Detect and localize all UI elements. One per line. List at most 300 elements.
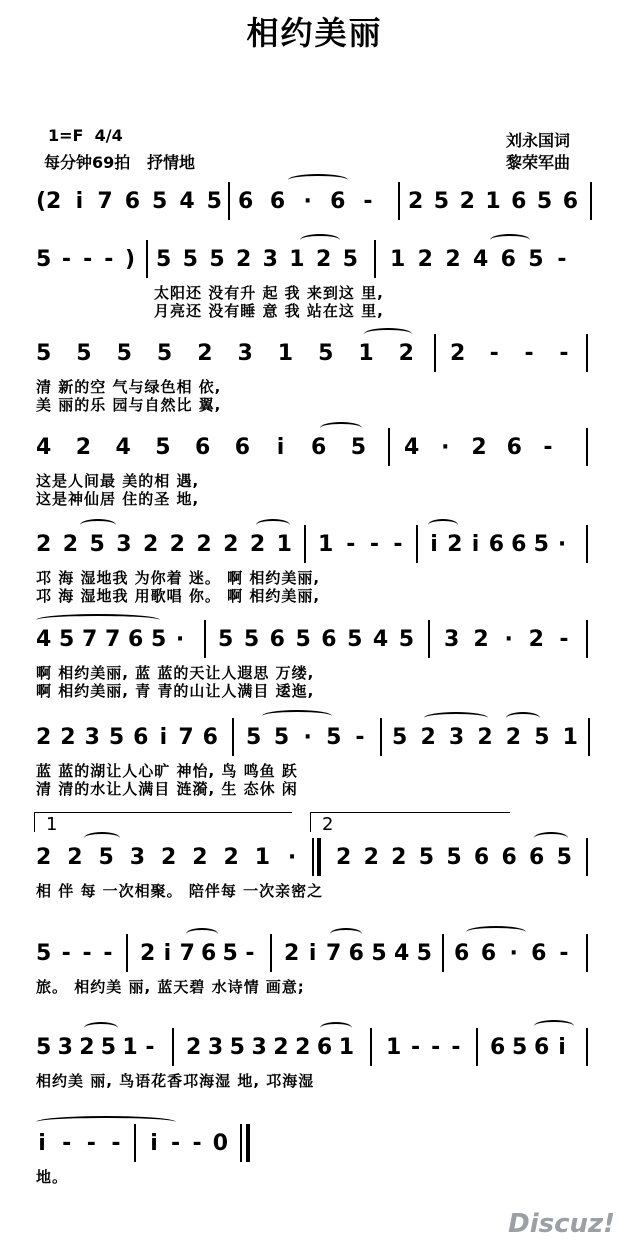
note-token: 6 [473,845,490,870]
note-token: 2 [336,845,352,870]
note-token: ) [124,247,136,272]
note-token: - [489,341,499,366]
barline [590,182,592,220]
volta-1-number: 1 [46,814,58,835]
note-token: 3 [129,845,146,870]
note-token: i [163,941,172,966]
measure [284,934,432,974]
barline [134,1124,136,1162]
barline [588,718,590,756]
note-token: 5 [36,247,52,272]
slur-arc [80,519,116,531]
notation-line [30,428,610,468]
lyric-line-2: 这是神仙居 住的圣 地, [36,490,200,508]
slur-arc [330,928,362,940]
note-token: 5 [536,189,553,214]
note-token: 2 [36,725,52,750]
note-token: i [430,532,438,557]
score-system-2 [30,240,600,320]
note-token: · [504,627,513,652]
note-token: 2 [391,845,407,870]
notation-line [30,182,610,222]
note-token: 1 [390,247,406,272]
measure [392,718,578,758]
note-token: 1 [122,1035,138,1060]
note-token: 2 [223,845,239,870]
note-token: · [287,845,297,870]
note-token: 6 [321,627,337,652]
barline [586,334,588,372]
lyric-line-1: 旅。 相约美 丽, 蓝天碧 水诗情 画意; [36,978,305,996]
note-token: 7 [326,941,342,966]
note-token: 2 [477,725,493,750]
note-token: 2 [408,189,424,214]
note-token: 2 [140,941,156,966]
note-token: 5 [446,845,462,870]
note-token: 2 [447,532,463,557]
note-token: - [363,189,373,214]
notation-line [30,620,610,660]
measure [238,182,374,222]
barline [586,1028,588,1066]
note-token: 2 [62,532,79,557]
score-system-5 [30,525,600,605]
note-token: 3 [116,532,132,557]
barline [586,934,588,972]
note-token: 5 [98,845,114,870]
measure [490,1028,568,1068]
note-token: - [86,1131,96,1156]
note-token: 6 [511,532,527,557]
note-token: 2 [161,845,177,870]
note-token: 5 [433,189,450,214]
slur-arc [320,422,362,434]
note-token: 2 [528,627,544,652]
note-token: 6 [234,435,251,460]
note-token: i [159,725,168,750]
lyricist-credit: 刘永国词 [506,131,571,150]
note-token: - [170,1131,181,1156]
note-token: 2 [398,341,414,366]
note-token: 2 [420,725,436,750]
note-token: 2 [450,341,466,366]
note-token: i [558,1035,566,1060]
note-token: - [393,532,403,557]
note-token: 5 [36,941,52,966]
note-token: 5 [326,725,342,750]
note-token: 1 [289,247,305,272]
barline [146,240,148,278]
note-token: 6 [500,247,516,272]
note-token: 5 [512,1035,528,1060]
note-token: 6 [269,189,286,214]
note-token: 2 [473,627,489,652]
barline [586,428,588,466]
note-token: - [103,941,113,966]
note-token: 5 [392,725,408,750]
note-token: - [61,247,72,272]
note-token: - [245,941,255,966]
lyric-line-1: 这是人间最 美的相 遇, [36,472,200,490]
barline [586,620,588,658]
lyric-line-2: 美 丽的乐 园与自然比 翼, [36,396,222,414]
tempo-marking: 每分钟69拍 抒情地 [44,153,195,172]
note-token: 7 [179,941,195,966]
notation-line [30,838,610,878]
slur-arc [490,234,530,246]
note-token: 2 [75,435,92,460]
barline [586,838,588,876]
tie-arc [534,1020,574,1032]
note-token: · [175,627,185,652]
note-token: · [303,725,312,750]
note-token: - [559,941,569,966]
note-token: - [83,247,93,272]
note-token: 6 [310,435,327,460]
note-token: 2 [445,247,461,272]
note-token: 2 [67,845,83,870]
slur-arc [320,1022,352,1034]
note-token: 2 [79,1035,95,1060]
barline [416,525,418,563]
slur-arc [364,328,412,340]
note-token: 2 [235,247,252,272]
note-token: 1 [276,532,292,557]
note-token: 5 [116,341,132,366]
note-token: - [543,435,553,460]
slur-arc [84,832,120,844]
note-token: 2 [505,725,522,750]
note-token: 5 [398,627,414,652]
score-system-8 [30,838,600,898]
barline [228,182,230,220]
note-token: 6 [490,1035,506,1060]
barline [126,934,128,972]
note-token: 3 [237,341,253,366]
volta-2-bracket [310,812,510,813]
measure [140,934,256,974]
note-token: 5 [36,1035,52,1060]
composer-credit: 黎荣军曲 [506,153,571,172]
note-token: 5 [528,247,544,272]
note-token: 3 [251,1035,267,1060]
lyric-line-1: 太阳还 没有升 起 我 来到这 里, [154,284,384,302]
measure [36,934,114,974]
note-token: 3 [444,627,460,652]
note-token: - [61,941,71,966]
barline [388,428,390,466]
note-token: i [276,435,285,460]
note-token: - [62,1131,72,1156]
note-token: 1 [254,845,271,870]
lyric-line-1: 相 伴 每 一次相聚。 陪伴每 一次亲密之 [36,882,324,900]
measure [450,334,570,374]
lyric-line-1: 邛 海 湿地我 为你着 迷。 啊 相约美丽, [36,569,321,587]
note-token: 6 [562,189,578,214]
score-system-7 [30,718,600,798]
note-token: i [75,189,84,214]
note-token: 7 [105,627,121,652]
notation-line [30,525,610,565]
score-system-1 [30,182,600,242]
barline [398,182,400,220]
note-token: 6 [133,725,149,750]
score-system-3 [30,334,600,414]
note-token: i [471,532,480,557]
barline [172,1028,174,1066]
barline [204,620,206,658]
note-token: 6 [128,627,144,652]
slur-arc [84,1022,118,1034]
volta-1-bracket [34,812,292,813]
note-token: 1 [318,532,334,557]
barline [304,525,306,563]
note-token: 6 [348,941,364,966]
note-token: 2 [249,532,266,557]
barline [428,620,430,658]
note-token: 2 [192,845,208,870]
slur-arc [300,234,340,246]
tie-arc [466,926,526,938]
measure [404,428,554,468]
lyric-line-1: 蓝 蓝的湖让人心旷 神怡, 鸟 鸣鱼 跃 [36,762,298,780]
note-token: 6 [488,532,504,557]
measure [318,525,404,565]
note-token: 2 [273,1035,289,1060]
measure [36,428,366,468]
note-token: - [451,1035,461,1060]
note-token: · [509,941,518,966]
lyric-line-1: 相约美 丽, 鸟语花香邛海湿 地, 邛海湿 [36,1072,315,1090]
slur-arc [534,832,568,844]
measure [390,240,568,280]
note-token: 3 [207,1035,224,1060]
note-token: 5 [347,627,363,652]
volta-2-number: 2 [322,814,334,835]
note-token: 2 [417,247,433,272]
note-token: 5 [222,941,238,966]
note-token: 5 [89,532,105,557]
note-token: 7 [82,627,98,652]
note-token: - [431,1035,441,1060]
note-token: 5 [418,845,435,870]
barline [476,1028,478,1066]
note-token: 1 [386,1035,402,1060]
note-token: 2 [459,189,475,214]
note-token: 5 [229,1035,245,1060]
notation-line [30,1028,610,1068]
slur-arc [36,614,160,626]
note-token: 5 [295,627,311,652]
note-token: - [524,341,534,366]
lyric-line-2: 清 清的水让人满目 涟漪, 生 态休 闲 [36,780,298,798]
barline [442,934,444,972]
note-token: 5 [151,627,167,652]
score-system-11 [30,1124,600,1184]
note-token: 5 [371,941,387,966]
note-token: 2 [295,1035,311,1060]
note-token: 5 [416,941,432,966]
note-token: - [82,941,92,966]
score-system-9 [30,934,600,994]
barline [232,718,234,756]
note-token: 6 [269,627,285,652]
measure [444,620,570,660]
note-token: 5 [76,341,92,366]
note-token: 6 [238,189,254,214]
volta-1-edge [34,812,35,832]
slur-arc [506,712,540,724]
note-token: 6 [534,1035,550,1060]
note-token: 1 [485,189,501,214]
note-token: 5 [246,725,262,750]
note-token: 5 [556,845,572,870]
note-token: 6 [201,941,217,966]
tie-arc [262,710,332,722]
note-token: - [559,341,569,366]
note-token: 4 [115,435,131,460]
note-token: 3 [57,1035,73,1060]
measure [36,240,136,280]
lyric-line-1: 地。 [36,1168,69,1186]
note-token: - [369,532,379,557]
note-token: 6 [501,845,517,870]
tie-arc [288,174,348,186]
note-token: 2 [284,941,300,966]
note-token: - [410,1035,421,1060]
measure [156,240,358,280]
barline [586,525,588,563]
note-token: 5 [155,435,171,460]
measure [36,182,222,222]
measure [336,838,572,878]
note-token: · [557,532,567,557]
note-token: 2 [169,532,185,557]
barline [370,1028,372,1066]
note-token: 5 [156,341,173,366]
barline [380,718,382,756]
lyric-line-2: 月亮还 没有睡 意 我 站在这 里, [154,302,384,320]
note-token: 6 [124,189,140,214]
site-watermark: Discuz! [508,1209,615,1239]
note-token: 6 [316,1035,333,1060]
note-token: 2 [223,532,239,557]
note-token: - [192,1131,202,1156]
score-system-6 [30,620,600,700]
note-token: 1 [277,341,294,366]
note-token: 3 [262,247,278,272]
song-title: 相约美丽 [246,14,383,52]
note-token: 6 [195,435,211,460]
note-token: 5 [342,247,358,272]
note-token: - [557,247,567,272]
note-token: · [303,189,312,214]
note-token: 2 [36,845,52,870]
notation-line [30,934,610,974]
note-token: (2 [36,189,62,214]
final-barline-thick [246,1124,250,1162]
note-token: 2 [197,341,213,366]
note-token: 6 [529,845,545,870]
score-system-10 [30,1028,600,1088]
measure [186,1028,354,1068]
note-token: 0 [212,1131,228,1156]
barline [434,334,436,372]
note-token: 5 [318,341,334,366]
lyric-line-2: 邛 海 湿地我 用歌唱 你。 啊 相约美丽, [36,587,321,605]
note-token: 2 [471,435,487,460]
slur-arc [256,519,290,531]
note-token: 5 [182,247,198,272]
note-token: 5 [36,341,52,366]
note-token: 6 [202,725,218,750]
note-token: 6 [454,941,470,966]
note-token: - [104,247,114,272]
note-token: 2 [315,247,332,272]
note-token: - [346,532,356,557]
measure [36,525,292,565]
barline [270,934,272,972]
note-token: 6 [480,941,497,966]
measure [218,620,414,660]
note-token: 2 [60,725,76,750]
note-token: 5 [156,247,172,272]
notation-line [30,1124,610,1164]
slur-arc [186,928,218,940]
volta-2-edge [310,812,311,832]
measure [408,182,578,222]
measure [36,718,218,758]
note-token: 6 [511,189,527,214]
measure [36,620,186,660]
note-token: 1 [562,725,578,750]
note-token: 5 [534,725,550,750]
notation-line [30,334,610,374]
tie-arc [36,1116,176,1128]
note-token: i [308,941,317,966]
note-token: 5 [273,725,290,750]
note-token: 6 [330,189,346,214]
measure [36,1124,122,1164]
note-token: 2 [196,532,212,557]
note-token: - [145,1035,155,1060]
note-token: 3 [84,725,100,750]
slur-arc [424,712,488,724]
note-token: 5 [218,627,234,652]
note-token: 4 [36,627,52,652]
note-token: 5 [152,189,168,214]
notation-line [30,240,610,280]
note-token: 7 [178,725,194,750]
note-token: 2 [186,1035,202,1060]
note-token: 3 [448,725,465,750]
note-token: 1 [358,341,374,366]
repeat-barline-thick [317,838,321,876]
measure [386,1028,462,1068]
note-token: 7 [97,189,113,214]
slur-arc [428,519,458,531]
note-token: - [559,627,569,652]
note-token: 4 [393,941,410,966]
note-token: 4 [36,435,52,460]
barline [374,240,376,278]
repeat-barline [312,838,314,876]
notation-line [30,718,610,758]
note-token: - [111,1131,121,1156]
note-token: 5 [209,247,225,272]
score-system-4 [30,428,600,508]
note-token: - [355,725,365,750]
